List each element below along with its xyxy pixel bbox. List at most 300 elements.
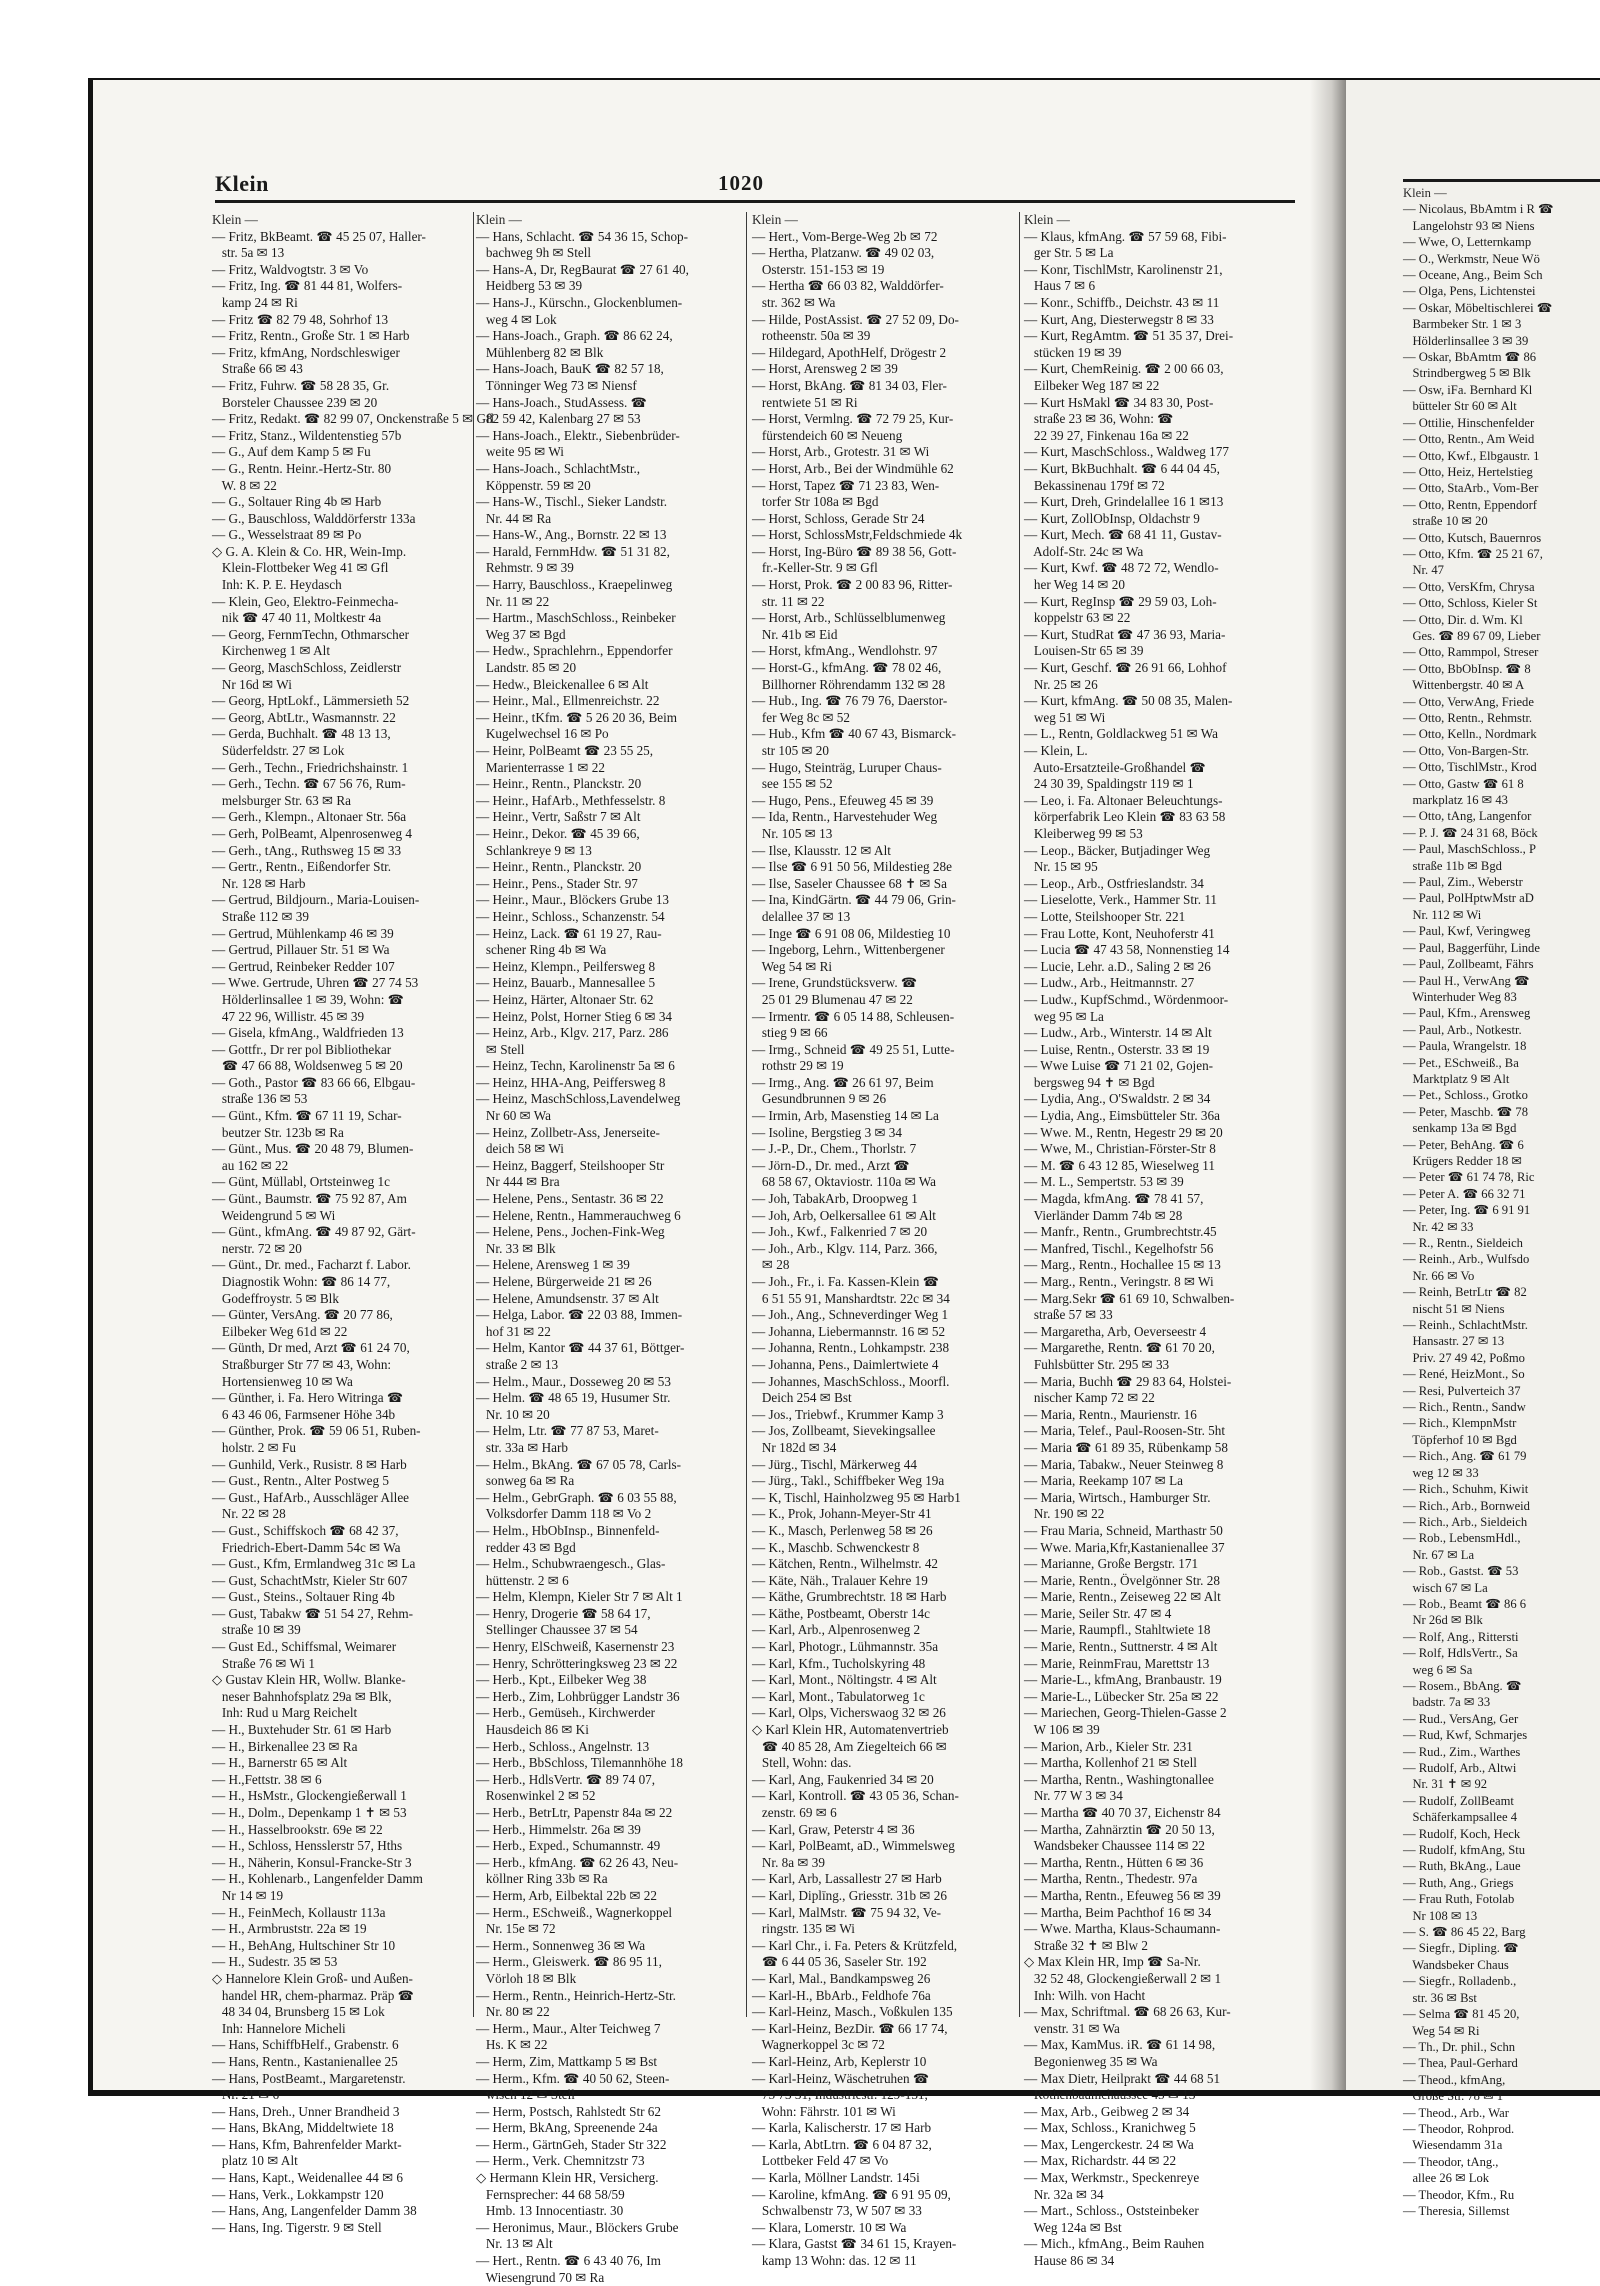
directory-entry: — Rob., Beamt ☎ 86 6	[1403, 1596, 1527, 1611]
directory-entry: — Paul, Arb., Notkestr.	[1403, 1022, 1522, 1037]
directory-entry: Billhorner Röhrendamm 132 ✉ 28	[752, 676, 946, 692]
directory-entry: — Gust, SchachtMstr, Kieler Str 607	[212, 1572, 408, 1588]
directory-entry: — Hugo, Steinträg, Luruper Chaus-	[752, 759, 942, 775]
directory-entry: Kirchenweg 1 ✉ Alt	[212, 643, 330, 659]
directory-entry: — Helene, Rentn., Hammerauchweg 6	[476, 1207, 681, 1223]
directory-entry: — Hans, Verk., Lokkampstr 120	[212, 2186, 384, 2202]
directory-entry: — Klein, L.	[1024, 743, 1088, 758]
directory-entry: — Gertrud, Bildjourn., Maria-Louisen-	[212, 892, 420, 908]
directory-entry: delallee 37 ✉ 13	[752, 908, 851, 924]
directory-entry: ◇ Gustav Klein HR, Wollw. Blanke-	[212, 1672, 406, 1688]
directory-entry: — Jos, Zollbeamt, Sievekingsallee	[752, 1423, 936, 1439]
directory-entry: — Gust., Schiffskoch ☎ 68 42 37,	[212, 1522, 399, 1538]
directory-entry: — Herb., Zim, Lohbrügger Landstr 36	[476, 1688, 680, 1704]
directory-entry: — Karl, Kontroll. ☎ 43 05 36, Schan-	[752, 1788, 959, 1804]
directory-entry: — Helm., Schubwraengesch., Glas-	[476, 1556, 666, 1572]
directory-entry: Nr. 31 ✝ ✉ 92	[1403, 1777, 1488, 1792]
directory-entry: — Kurt, ChemReinig. ☎ 2 00 66 03,	[1024, 361, 1224, 377]
directory-entry: Nr. 112 ✉ Wi	[1403, 907, 1482, 922]
directory-entry: — Hans, Kapt., Weidenallee 44 ✉ 6	[212, 2170, 404, 2186]
directory-entry: — Irmg., Ang. ☎ 26 61 97, Beim	[752, 1074, 934, 1090]
directory-entry: — Günt., Mus. ☎ 20 48 79, Blumen-	[212, 1141, 414, 1157]
directory-entry: Rehmstr. 9 ✉ 39	[476, 560, 574, 576]
directory-entry: — Rudolf, kfmAng, Stu	[1403, 1843, 1526, 1858]
directory-entry: — Kurt, Kwf. ☎ 48 72 72, Wendlo-	[1024, 560, 1219, 576]
directory-entry: sonweg 6a ✉ Ra	[476, 1473, 575, 1489]
directory-entry: Süderfeldstr. 27 ✉ Lok	[212, 743, 345, 758]
directory-entry: — Jürg., Takl., Schiffbeker Weg 19a	[752, 1473, 945, 1489]
directory-entry: — Max, Richardstr. 44 ✉ 22	[1024, 2153, 1177, 2169]
directory-entry: — Ingeborg, Lehrn., Wittenbergener	[752, 942, 945, 958]
directory-entry: — Harry, Bauschloss., Kraepelinweg	[476, 577, 673, 593]
column-head: Klein —	[476, 212, 522, 227]
directory-entry: — Gust., Steins., Soltauer Ring 4b	[212, 1589, 395, 1605]
column-head: Klein —	[752, 212, 798, 227]
directory-entry: — Lucia ☎ 47 43 58, Nonnenstieg 14	[1024, 942, 1230, 958]
directory-entry: — Joh., Kwf., Falkenried 7 ✉ 20	[752, 1224, 928, 1240]
directory-entry: — Karl-Heinz, BezDir. ☎ 66 17 74,	[752, 2020, 948, 2036]
directory-entry: Wiesendamm 31a	[1403, 2138, 1503, 2153]
directory-entry: Hortensienweg 10 ✉ Wa	[212, 1373, 353, 1389]
directory-entry: holstr. 2 ✉ Fu	[212, 1439, 296, 1455]
directory-entry: — Oskar, Möbeltischlerei ☎	[1403, 300, 1553, 315]
directory-entry: — Ludw., KupfSchmd., Wördenmoor-	[1024, 991, 1229, 1007]
directory-entry: — Irmg., Schneid ☎ 49 25 51, Lutte-	[752, 1041, 955, 1057]
directory-entry: — Theodor, Rohprod.	[1403, 2121, 1515, 2136]
directory-entry: — Otto, Rentn, Eppendorf	[1403, 497, 1537, 512]
directory-entry: — Gerda, Buchhalt. ☎ 48 13 13,	[212, 726, 391, 742]
directory-entry: — Kätchen, Rentn., Wilhelmstr. 42	[752, 1556, 939, 1572]
directory-entry: — Heinr., HafArb., Methfesselstr. 8	[476, 792, 666, 808]
directory-entry: straße 23 ✉ 36, Wohn: ☎	[1024, 411, 1174, 427]
directory-entry: — Resi, Pulverteich 37	[1403, 1383, 1521, 1398]
directory-entry: — Rolf, Ang., Rittersti	[1403, 1629, 1519, 1644]
directory-entry: — Kurt, BkBuchhalt. ☎ 6 44 04 45,	[1024, 460, 1220, 476]
directory-entry: köllner Ring 33b ✉ Ra	[476, 1871, 608, 1887]
directory-entry: — Marie, Rentn., Zeiseweg 22 ✉ Alt	[1024, 1589, 1221, 1605]
directory-entry: — Marie, Seiler Str. 47 ✉ 4	[1024, 1605, 1172, 1621]
directory-entry: straße 57 ✉ 33	[1024, 1307, 1113, 1323]
directory-entry: — Marie, ReinmFrau, Marettstr 13	[1024, 1655, 1210, 1671]
directory-entry: — Georg, AbtLtr., Wasmannstr. 22	[212, 709, 396, 725]
book-spine-shadow	[1310, 80, 1346, 2090]
directory-entry: — Herb., Exped., Schumannstr. 49	[476, 1838, 661, 1854]
directory-entry: — Hans, Ang, Langenfelder Damm 38	[212, 2203, 417, 2219]
directory-entry: Marktplatz 9 ✉ Alt	[1403, 1071, 1510, 1086]
directory-entry: Weg 124a ✉ Bst	[1024, 2219, 1122, 2235]
directory-entry: Marienterrasse 1 ✉ 22	[476, 759, 605, 775]
directory-entry: — Heinr., tKfm. ☎ 5 26 20 36, Beim	[476, 709, 678, 725]
directory-entry: venstr. 31 ✉ Wa	[1024, 2020, 1120, 2036]
directory-entry: — Siegfr., Dipling. ☎	[1403, 1941, 1519, 1956]
directory-entry: Nr 108 ✉ 13	[1403, 1908, 1478, 1923]
directory-entry: Straße 76 ✉ Wi 1	[212, 1655, 315, 1671]
directory-entry: — R., Rentn., Sieldeich	[1403, 1236, 1523, 1250]
directory-entry: — Herm., Rentn., Heinrich-Hertz-Str.	[476, 1987, 676, 2003]
directory-entry: — Karl-Heinz, Wäschetruhen ☎	[752, 2070, 930, 2086]
directory-entry: ◇ Max Klein HR, Imp ☎ Sa-Nr.	[1024, 1954, 1201, 1970]
directory-entry: beutzer Str. 123b ✉ Ra	[212, 1124, 344, 1140]
directory-entry: — Helm, Kantor ☎ 44 37 61, Böttger-	[476, 1340, 685, 1356]
directory-entry: — Karl, Olps, Vicherswaog 32 ✉ 26	[752, 1705, 946, 1721]
directory-entry: — Leop., Bäcker, Butjadinger Weg	[1024, 842, 1211, 858]
directory-entry: — Günther, Prok. ☎ 59 06 51, Ruben-	[212, 1423, 421, 1439]
directory-entry: — Marie, Rentn., Övelgönner Str. 28	[1024, 1572, 1220, 1588]
directory-entry: Nr. 47	[1403, 563, 1444, 578]
directory-entry: — Karl, MalMstr. ☎ 75 94 32, Ve-	[752, 1904, 942, 1920]
directory-entry: — Hans, Ing. Tigerstr. 9 ✉ Stell	[212, 2219, 382, 2235]
right-page-column	[1403, 185, 1599, 2218]
directory-entry: stücken 19 ✉ 39	[1024, 344, 1122, 360]
directory-entry: — Heinr., Pens., Stader Str. 97	[476, 875, 638, 891]
directory-entry: — Herm., Verk. Chemnitzstr 73	[476, 2153, 645, 2169]
directory-entry: — Johanna, Pens., Daimlertwiete 4	[752, 1356, 939, 1372]
directory-entry: — Otto, VersKfm, Chrysa	[1403, 579, 1535, 594]
directory-entry: — Ottilie, Hinschenfelder	[1403, 415, 1535, 430]
directory-entry: Wandsbeker Chaussee 114 ✉ 22	[1024, 1838, 1206, 1854]
directory-entry: Strindbergweg 5 ✉ Blk	[1403, 366, 1531, 381]
directory-entry: — Horst, Arb., Grotestr. 31 ✉ Wi	[752, 444, 930, 460]
directory-entry: — Otto, Dir. d. Wm. Kl	[1403, 612, 1523, 627]
directory-entry: — Wwe Luise ☎ 71 21 02, Gojen-	[1024, 1058, 1214, 1074]
directory-entry: — Rud., Zim., Warthes	[1403, 1744, 1521, 1759]
directory-entry: — Heinz, Arb., Klgv. 217, Parz. 286	[476, 1025, 669, 1041]
directory-entry: str. 5a ✉ 13	[212, 245, 285, 261]
directory-entry: — Martha, Beim Pachthof 16 ✉ 34	[1024, 1904, 1212, 1920]
directory-entry: str. 11 ✉ 22	[752, 593, 825, 609]
directory-entry: — Herb., Schloss., Angelnstr. 13	[476, 1738, 650, 1754]
directory-entry: — Gust., Rentn., Alter Postweg 5	[212, 1473, 389, 1489]
directory-entry: — Nicolaus, BbAmtm i R ☎	[1403, 202, 1554, 217]
directory-entry: — Herb., HdlsVertr. ☎ 89 74 07,	[476, 1771, 656, 1787]
directory-entry: Deich 254 ✉ Bst	[752, 1390, 852, 1406]
directory-entry: Godeffroystr. 5 ✉ Blk	[212, 1290, 339, 1306]
directory-entry: — Hertha, Platzanw. ☎ 49 02 03,	[752, 245, 935, 261]
directory-entry: — Rob., Gastst. ☎ 53	[1403, 1564, 1519, 1579]
directory-entry: Weg 54 ✉ Ri	[752, 958, 833, 974]
directory-entry: — Gerh, PolBeamt, Alpenrosenweg 4	[212, 825, 412, 841]
directory-entry: Haus 7 ✉ 6	[1024, 278, 1096, 294]
directory-entry: — Fritz, Rentn., Große Str. 1 ✉ Harb	[212, 328, 410, 344]
directory-entry: — H., Schloss, Hensslerstr 57, Hths	[212, 1838, 403, 1854]
directory-entry: — Lotte, Steilshooper Str. 221	[1024, 908, 1186, 924]
directory-entry: — Rich., KlempnMstr	[1403, 1416, 1517, 1431]
directory-entry: — Fritz, Fuhrw. ☎ 58 28 35, Gr.	[212, 377, 390, 393]
directory-entry: — Kurt, RegInsp ☎ 29 59 03, Loh-	[1024, 593, 1217, 609]
directory-entry: — Max, Schriftmal. ☎ 68 26 63, Kur-	[1024, 2004, 1231, 2020]
directory-entry: — H., Armbruststr. 22a ✉ 19	[212, 1921, 367, 1937]
directory-entry: 24 30 39, Spaldingstr 119 ✉ 1	[1024, 776, 1194, 792]
directory-entry: — Joh, TabakArb, Droopweg 1	[752, 1191, 918, 1207]
directory-entry: — Max, Werkmstr., Speckenreye	[1024, 2170, 1200, 2186]
directory-entry: ☎ 47 66 88, Woldsenweg 5 ✉ 20	[212, 1058, 403, 1074]
directory-entry: — Ruth, Ang., Griegs	[1403, 1875, 1514, 1890]
directory-entry: Hmb. 13 Innocentiastr. 30	[476, 2203, 624, 2219]
directory-entry: Weg 54 ✉ Ri	[1403, 2023, 1480, 2038]
directory-entry: — Fritz, Redakt. ☎ 82 99 07, Onckenstraße 5 ✉ Gfl	[212, 411, 495, 427]
directory-entry: — Heinz, Polst, Horner Stieg 6 ✉ 34	[476, 1008, 673, 1024]
directory-entry: str. 36 ✉ Bst	[1403, 1990, 1477, 2005]
directory-entry: — Joh., Ang., Schneverdinger Weg 1	[752, 1307, 949, 1323]
directory-entry: Nr 444 ✉ Bra	[476, 1174, 560, 1190]
directory-entry: neser Bahnhofsplatz 29a ✉ Blk,	[212, 1688, 392, 1704]
directory-entry: Kleiberweg 99 ✉ 53	[1024, 825, 1143, 841]
directory-entry: senkamp 13a ✉ Bgd	[1403, 1121, 1517, 1136]
directory-entry: — Peter, Ing. ☎ 6 91 91	[1403, 1203, 1531, 1218]
directory-entry: — Heinr., Vertr, Saßstr 7 ✉ Alt	[476, 809, 641, 825]
directory-entry: Nr. 10 ✉ 20	[476, 1406, 550, 1422]
directory-entry: Straße 112 ✉ 39	[212, 908, 309, 924]
directory-entry: — Helm. ☎ 48 65 19, Husumer Str.	[476, 1390, 671, 1406]
directory-entry: Wittenbergstr. 40 ✉ A	[1403, 678, 1525, 693]
directory-entry: Hansastr. 27 ✉ 13	[1403, 1334, 1505, 1349]
page-number: 1020	[718, 171, 764, 195]
directory-entry: — Heinz, Techn, Karolinenstr 5a ✉ 6	[476, 1058, 675, 1074]
column-divider	[746, 212, 747, 2017]
directory-entry: — Horst, SchlossMstr,Feldschmiede 4k	[752, 527, 963, 543]
directory-entry: — Hans-Joach., SchlachtMstr.,	[476, 460, 641, 476]
directory-entry: — Helga, Labor. ☎ 22 03 88, Immen-	[476, 1307, 683, 1323]
directory-entry: bütteler Str 60 ✉ Alt	[1403, 399, 1517, 414]
directory-entry: — Ida, Rentn., Harvestehuder Weg	[752, 809, 938, 825]
directory-entry: — Heinz, Zollbetr-Ass, Jenerseite-	[476, 1124, 660, 1140]
directory-entry: — Theod., Arb., War	[1403, 2105, 1509, 2120]
directory-entry: — Horst, Arensweg 2 ✉ 39	[752, 361, 898, 377]
directory-entry: Nr. 15e ✉ 72	[476, 1921, 556, 1937]
directory-entry: Begonienweg 35 ✉ Wa	[1024, 2053, 1158, 2069]
directory-entry: — Günth, Dr med, Arzt ☎ 61 24 70,	[212, 1340, 410, 1356]
directory-entry: — Gertrud, Mühlenkamp 46 ✉ 39	[212, 925, 394, 941]
directory-entry: — Jörn-D., Dr. med., Arzt ☎	[752, 1157, 910, 1173]
directory-entry: torfer Str 108a ✉ Bgd	[752, 494, 879, 510]
directory-entry: — Kurt, MaschSchloss., Waldweg 177	[1024, 444, 1229, 460]
directory-entry: 32 52 48, Glockengießerwall 2 ✉ 1	[1024, 1970, 1222, 1986]
directory-entry: — Pet., ESchweiß., Ba	[1403, 1055, 1519, 1070]
directory-entry: markplatz 16 ✉ 43	[1403, 793, 1508, 808]
directory-entry: Ges. ☎ 89 67 09, Lieber	[1403, 628, 1541, 643]
directory-entry: Nr. 42 ✉ 33	[1403, 1219, 1474, 1234]
directory-entry: Eilbeker Weg 187 ✉ 22	[1024, 377, 1160, 393]
directory-entry: — Inge ☎ 6 91 08 06, Mildestieg 10	[752, 925, 951, 941]
directory-entry: — Max Dietr, Heilprakt ☎ 44 68 51	[1024, 2070, 1221, 2086]
directory-entry: — Frau Lotte, Kont, Neuhoferstr 41	[1024, 925, 1215, 941]
directory-entry: — Otto, StaArb., Vom-Ber	[1403, 481, 1539, 496]
directory-entry: — Fritz, Stanz., Wildentenstieg 57b	[212, 427, 402, 443]
directory-entry: — Gerh., Klempn., Altonaer Str. 56a	[212, 809, 407, 825]
directory-entry: weg 4 ✉ Lok	[476, 311, 557, 327]
directory-entry: — Käthe, Postbeamt, Oberstr 14c	[752, 1605, 930, 1621]
directory-entry: Wohn: Fährstr. 101 ✉ Wi	[752, 2103, 896, 2119]
directory-entry: — Rich., Arb., Sieldeich	[1403, 1514, 1528, 1529]
directory-entry: Klein-Flottbeker Weg 41 ✉ Gfl	[212, 560, 389, 576]
directory-entry: weg 95 ✉ La	[1024, 1008, 1104, 1024]
directory-entry: — Gerh., Techn. ☎ 67 56 76, Rum-	[212, 776, 406, 792]
directory-entry: — Karl, Mont., Nöltingstr. 4 ✉ Alt	[752, 1672, 937, 1688]
directory-entry: Nr. 80 ✉ 22	[476, 2004, 550, 2020]
directory-entry: — Horst, Arb., Bei der Windmühle 62	[752, 460, 954, 476]
directory-entry: Straße 32 ✝ ✉ Blw 2	[1024, 1937, 1148, 1953]
directory-entry: — Fritz, Ing. ☎ 81 44 81, Wolfers-	[212, 278, 403, 294]
directory-entry: weg 51 ✉ Wi	[1024, 709, 1106, 725]
directory-entry: — Rich., Schuhm, Kiwit	[1403, 1482, 1529, 1497]
directory-entry: — Hans-Joach., Graph. ☎ 86 62 24,	[476, 328, 673, 344]
directory-entry: 6 43 46 06, Farmsener Höhe 34b	[212, 1406, 396, 1422]
directory-entry: — Marie, Rentn., Suttnerstr. 4 ✉ Alt	[1024, 1639, 1218, 1655]
directory-entry: — K., Prok, Johann-Meyer-Str 41	[752, 1506, 932, 1522]
directory-entry: — Heinz, Lack. ☎ 61 19 27, Rau-	[476, 925, 662, 941]
directory-entry: weg 12 ✉ 33	[1403, 1465, 1479, 1480]
directory-entry: — Karoline, kfmAng. ☎ 6 91 95 09,	[752, 2186, 951, 2202]
directory-entry: — Gunhild, Verk., Rusistr. 8 ✉ Harb	[212, 1456, 407, 1472]
directory-entry: — Maria, Buchh ☎ 29 83 64, Holstei-	[1024, 1373, 1232, 1389]
directory-entry: — Max, Arb., Geibweg 2 ✉ 34	[1024, 2103, 1190, 2119]
directory-entry: str. 362 ✉ Wa	[752, 294, 836, 310]
directory-entry: — Gisela, kfmAng., Waldfrieden 13	[212, 1025, 404, 1041]
directory-entry: Hölderlinsallee 1 ✉ 39, Wohn: ☎	[212, 991, 405, 1007]
directory-entry: Fuhlsbütter Str. 295 ✉ 33	[1024, 1356, 1170, 1372]
directory-entry: — H., FeinMech, Kollaustr 113a	[212, 1904, 386, 1920]
directory-entry: — Selma ☎ 81 45 20,	[1403, 2007, 1520, 2022]
running-head-name: Klein	[215, 171, 269, 196]
directory-entry: ◇ Hannelore Klein Groß- und Außen-	[212, 1970, 413, 1986]
directory-entry: Nr 60 ✉ Wa	[476, 1108, 551, 1124]
directory-entry: — Hub., Ing. ☎ 76 79 76, Daerstor-	[752, 693, 948, 709]
directory-entry: — Günt, Müllabl, Ortsteinweg 1c	[212, 1174, 391, 1190]
directory-entry: — Horst, Schloss, Gerade Str 24	[752, 510, 925, 526]
directory-entry: — Heinz, Härter, Altonaer Str. 62	[476, 991, 654, 1007]
directory-entry: — Herb., kfmAng. ☎ 62 26 43, Neu-	[476, 1854, 679, 1870]
directory-entry: Wandsbeker Chaus	[1403, 1957, 1509, 1972]
directory-entry: — Hert., Rentn. ☎ 6 43 40 76, Im	[476, 2253, 661, 2269]
directory-entry: — Karl Chr., i. Fa. Peters & Krützfeld,	[752, 1937, 958, 1953]
directory-entry: — Hert., Vom-Berge-Weg 2b ✉ 72	[752, 228, 938, 244]
directory-entry: — Hans, BkAng, Middeltwiete 18	[212, 2120, 394, 2136]
directory-entry: — Leop., Arb., Ostfrieslandstr. 34	[1024, 875, 1204, 891]
directory-entry: — Marg., Rentn., Hochallee 15 ✉ 13	[1024, 1257, 1221, 1273]
directory-entry: — Luise, Rentn., Osterstr. 33 ✉ 19	[1024, 1041, 1210, 1057]
directory-entry: ◇ Karl Klein HR, Automatenvertrieb	[752, 1722, 949, 1738]
directory-entry: — Maria, Telef., Paul-Roosen-Str. 5ht	[1024, 1423, 1226, 1439]
directory-column-4	[1024, 212, 1286, 2269]
directory-entry: — Georg, MaschSchloss, Zeidlerstr	[212, 660, 402, 676]
column-head: Klein —	[212, 212, 258, 227]
directory-entry: kamp 24 ✉ Ri	[212, 294, 298, 310]
directory-entry: — Reinh., Arb., Wulfsdo	[1403, 1252, 1530, 1267]
directory-entry: Louisen-Str 65 ✉ 39	[1024, 643, 1144, 659]
directory-entry: see 155 ✉ 52	[752, 776, 833, 792]
directory-entry: — Ilse, Saseler Chaussee 68 ✝ ✉ Sa	[752, 875, 947, 891]
directory-entry: weg 6 ✉ Sa	[1403, 1662, 1473, 1677]
directory-entry: — Otto, Kutsch, Bauernros	[1403, 530, 1542, 545]
directory-entry: — Peter, Maschb. ☎ 78	[1403, 1104, 1529, 1119]
directory-entry: — Helene, Pens., Sentastr. 36 ✉ 22	[476, 1191, 664, 1207]
directory-entry: — Lydia, Ang., O'Swaldstr. 2 ✉ 34	[1024, 1091, 1211, 1107]
directory-entry: — Herm., ESchweiß., Wagnerkoppel	[476, 1904, 673, 1920]
directory-entry: — Gust., HafArb., Ausschläger Allee	[212, 1489, 410, 1505]
directory-entry: — Paul, Baggerführ, Linde	[1403, 940, 1540, 955]
directory-entry: — Kurt, Geschf. ☎ 26 91 66, Lohhof	[1024, 660, 1227, 676]
directory-entry: fr.-Keller-Str. 9 ✉ Gfl	[752, 560, 878, 576]
directory-entry: — Rob., LebensmHdl.,	[1403, 1531, 1521, 1546]
directory-entry: 75 73 31, Industriestr. 129-131,	[752, 2087, 928, 2103]
directory-entry: — Heronimus, Maur., Blöckers Grube	[476, 2219, 679, 2235]
directory-entry: — Paul, Zollbeamt, Fährs	[1403, 957, 1534, 972]
directory-entry: — Joh., Fr., i. Fa. Kassen-Klein ☎	[752, 1274, 940, 1289]
directory-entry: — Otto, Von-Bargen-Str.	[1403, 743, 1529, 758]
page-header	[123, 171, 1293, 201]
directory-entry: — Karla, Möllner Landstr. 145i	[752, 2170, 920, 2186]
directory-entry: — Marion, Arb., Kieler Str. 231	[1024, 1738, 1193, 1754]
directory-entry: — Hugo, Pens., Efeuweg 45 ✉ 39	[752, 792, 934, 808]
directory-entry: — Karl-Heinz, Masch., Voßkulen 135	[752, 2004, 953, 2020]
directory-entry: — Hans-W., Ang., Bornstr. 22 ✉ 13	[476, 527, 667, 543]
directory-entry: Nr. 33 ✉ Blk	[476, 1240, 556, 1256]
directory-entry: — Reinh., SchlachtMstr.	[1403, 1318, 1528, 1333]
directory-entry: — Marie-L., Lübecker Str. 25a ✉ 22	[1024, 1688, 1219, 1704]
directory-entry: Rothenbaumchaussee 45 ✉ 13	[1024, 2087, 1196, 2103]
directory-entry: — H., Hasselbrookstr. 69e ✉ 22	[212, 1821, 383, 1837]
directory-entry: — Maria, Wirtsch., Hamburger Str.	[1024, 1489, 1211, 1505]
directory-entry: — Henry, Schrötteringksweg 23 ✉ 22	[476, 1655, 678, 1671]
directory-entry: — Karl-Heinz, Arb, Keplerstr 10	[752, 2053, 927, 2069]
directory-entry: — Peter, BehAng. ☎ 6	[1403, 1137, 1524, 1152]
directory-entry: Hs. K ✉ 22	[476, 2037, 548, 2053]
directory-entry: zenstr. 69 ✉ 6	[752, 1805, 837, 1820]
directory-entry: — Wwe. Martha, Klaus-Schaumann-	[1024, 1921, 1221, 1937]
directory-entry: — Hans, Dreh., Unner Brandheid 3	[212, 2103, 400, 2119]
directory-entry: — Helm., GebrGraph. ☎ 6 03 55 88,	[476, 1489, 677, 1505]
directory-entry: — Otto, BbObInsp. ☎ 8	[1403, 661, 1531, 676]
directory-entry: Diagnostik Wohn: ☎ 86 14 77,	[212, 1274, 391, 1289]
directory-entry: Rosenwinkel 2 ✉ 52	[476, 1788, 596, 1804]
directory-entry: — Martha, Rentn., Hütten 6 ✉ 36	[1024, 1854, 1204, 1870]
directory-entry: — Kurt, Mech. ☎ 68 41 11, Gustav-	[1024, 527, 1222, 543]
directory-entry: — Karl, Mont., Tabulatorweg 1c	[752, 1688, 925, 1704]
directory-entry: — H., HsMstr., Glockengießerwall 1	[212, 1788, 407, 1804]
directory-entry: W 106 ✉ 39	[1024, 1722, 1100, 1738]
directory-entry: — Helm, Ltr. ☎ 77 87 53, Maret-	[476, 1423, 659, 1439]
directory-entry: — M. L., Sempertstr. 53 ✉ 39	[1024, 1174, 1184, 1190]
directory-entry: Nr. 66 ✉ Vo	[1403, 1268, 1475, 1283]
directory-entry: nischer Kamp 72 ✉ 22	[1024, 1390, 1155, 1406]
directory-entry: Nr. 44 ✉ Ra	[476, 510, 552, 526]
directory-entry: — Martha ☎ 40 70 37, Eichenstr 84	[1024, 1805, 1221, 1820]
directory-entry: — L., Rentn, Goldlackweg 51 ✉ Wa	[1024, 726, 1218, 742]
directory-entry: — Heinz, Klempn., Peilfersweg 8	[476, 958, 656, 974]
directory-entry: — Gottfr., Dr rer pol Bibliothekar	[212, 1041, 392, 1057]
directory-entry: allee 26 ✉ Lok	[1403, 2171, 1490, 2186]
directory-entry: — Hans-W., Tischl., Sieker Landstr.	[476, 494, 668, 510]
directory-entry: Inh: Hannelore Micheli	[212, 2020, 346, 2036]
directory-entry: rotheenstr. 50a ✉ 39	[752, 328, 871, 344]
directory-entry: — Gust., Kfm, Ermlandweg 31c ✉ La	[212, 1556, 416, 1572]
directory-entry: — Karl, Photogr., Lühmannstr. 35a	[752, 1639, 939, 1655]
directory-entry: str 105 ✉ 20	[752, 743, 829, 758]
directory-entry: — Osw, iFa. Bernhard Kl	[1403, 382, 1533, 397]
directory-entry: — S. ☎ 86 45 22, Barg	[1403, 1925, 1526, 1940]
directory-entry: — Wwe, M., Christian-Förster-Str 8	[1024, 1141, 1216, 1157]
directory-entry: hof 31 ✉ 22	[476, 1323, 551, 1339]
directory-entry: — Kurt, Ang, Diesterwegstr 8 ✉ 33	[1024, 311, 1214, 327]
directory-entry: Kugelwechsel 16 ✉ Po	[476, 726, 609, 742]
directory-entry: rothstr 29 ✉ 19	[752, 1058, 844, 1074]
directory-entry: — Magda, kfmAng. ☎ 78 41 57,	[1024, 1191, 1204, 1207]
directory-entry: — Martha, Rentn., Efeuweg 56 ✉ 39	[1024, 1887, 1221, 1903]
directory-entry: — Horst, BkAng. ☎ 81 34 03, Fler-	[752, 377, 947, 393]
directory-entry: — Karla, Kalischerstr. 17 ✉ Harb	[752, 2120, 932, 2136]
directory-entry: — Gust Ed., Schiffsmal, Weimarer	[212, 1639, 397, 1655]
header-rule	[215, 200, 1295, 203]
